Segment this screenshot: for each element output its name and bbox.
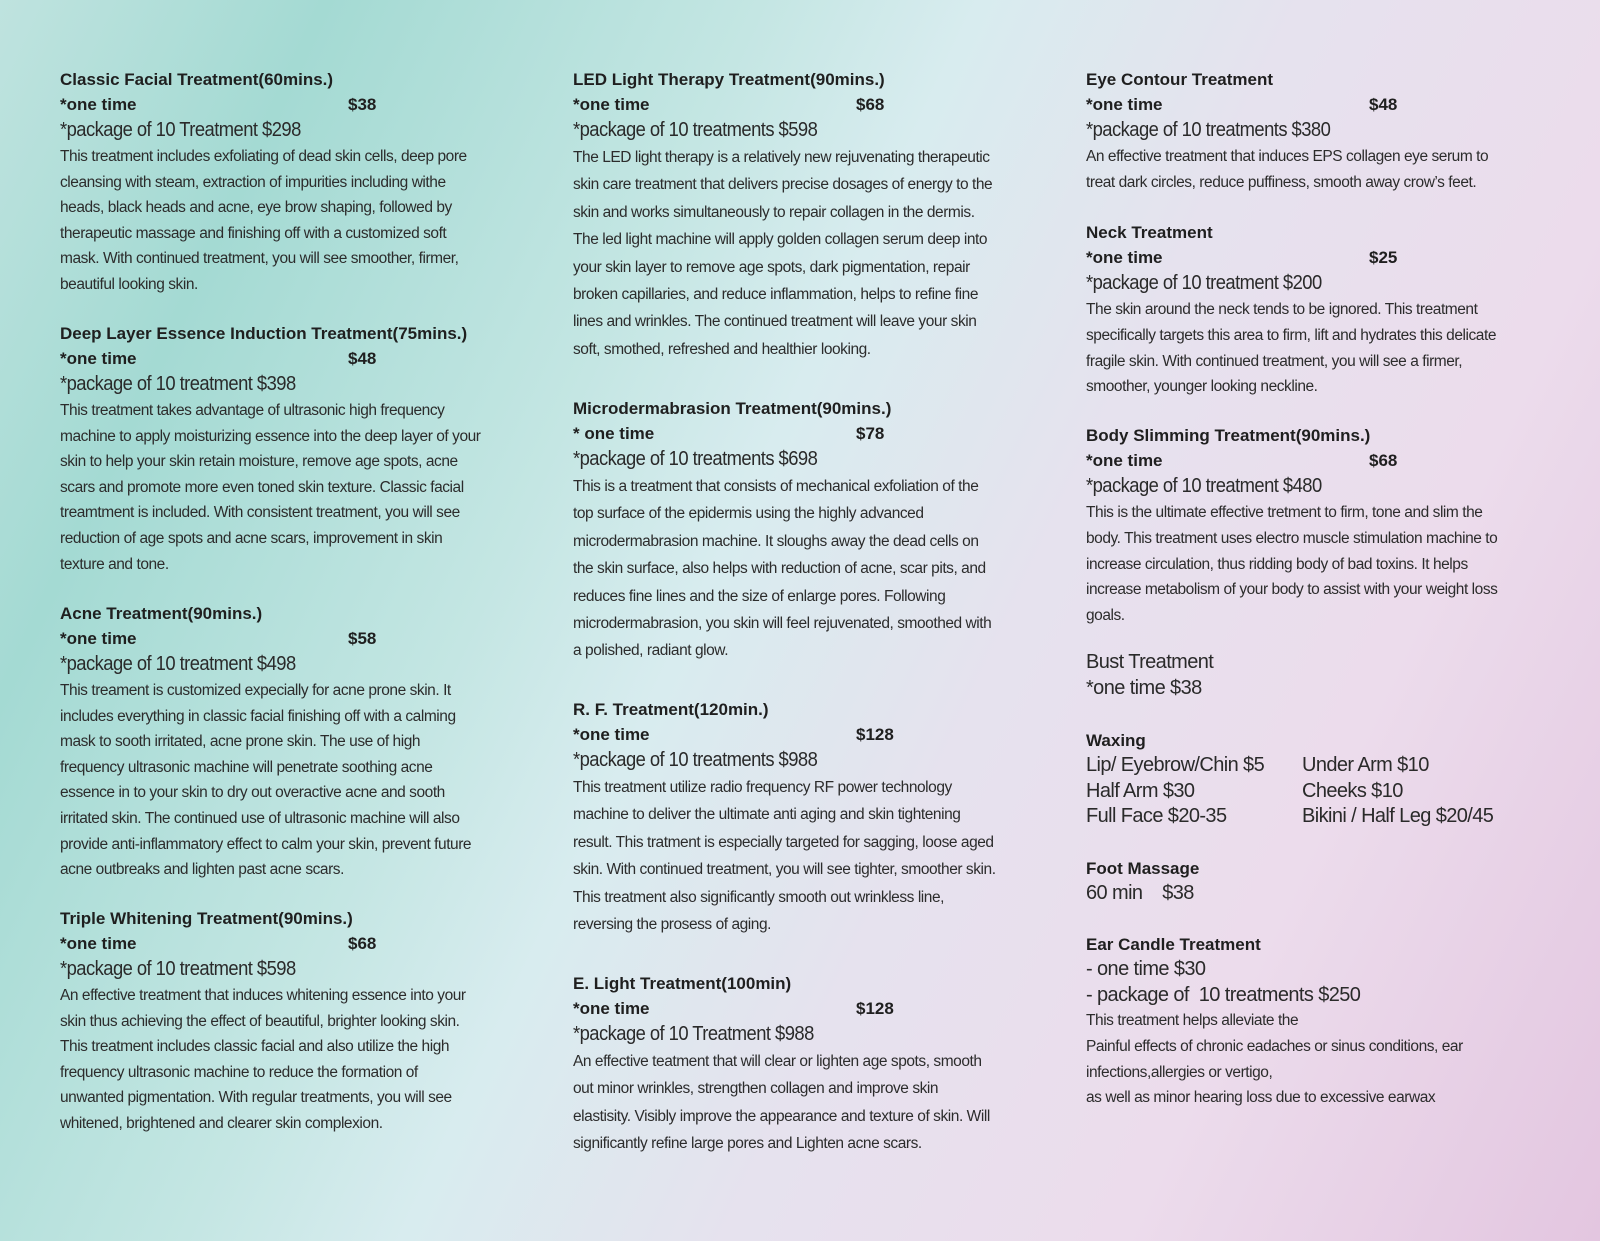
description-line: scars and promote more even toned skin texture. Classic facial — [60, 478, 464, 496]
description-line: frequency ultrasonic machine will penetrate soothing acne — [60, 758, 433, 776]
bust-price: *one time $38 — [1086, 676, 1202, 699]
description-line: This treatment helps alleviate the — [1086, 1012, 1299, 1029]
one-time-label: *one time — [573, 999, 650, 1018]
description-line: reduction of age spots and acne scars, improvement in skin — [60, 529, 443, 547]
treatment-title: E. Light Treatment(100min) — [573, 974, 792, 993]
one-time-label: *one time — [60, 934, 137, 953]
description-line: skin. With continued treatment, you will see tighter, smoother skin. — [573, 861, 996, 879]
treatment-section — [1086, 67, 1536, 196]
one-time-price: $68 — [1369, 451, 1398, 470]
package-price: *package of 10 Treatment $298 — [60, 119, 301, 141]
treatment-section — [1086, 220, 1536, 400]
one-time-row — [60, 92, 510, 117]
ear-candle-title: Ear Candle Treatment — [1086, 935, 1261, 954]
description-line: broken capillaries, and reduce inflammation, helps to refine fine — [573, 286, 978, 304]
description-line: mask. With continued treatment, you will see smoother, firmer, — [60, 250, 459, 268]
package-price: *package of 10 treatment $598 — [60, 958, 296, 980]
description-line: soft, smothed, refreshed and healthier looking. — [573, 340, 871, 358]
treatment-title: Eye Contour Treatment — [1086, 70, 1274, 89]
treatment-section — [573, 67, 1023, 363]
package-price: *package of 10 treatment $398 — [60, 373, 296, 395]
ear-candle-description — [1086, 1008, 1536, 1111]
description-line: result. This tratment is especially targeted for sagging, loose aged — [573, 833, 994, 851]
package-price: *package of 10 treatments $988 — [573, 749, 818, 771]
description-line: smoother, younger looking neckline. — [1086, 378, 1318, 396]
description-line: skin thus achieving the effect of beautiful, brighter looking skin. — [60, 1012, 460, 1030]
package-price: *package of 10 treatments $380 — [1086, 119, 1331, 141]
treatment-title: LED Light Therapy Treatment(90mins.) — [573, 70, 885, 89]
description-line: skin care treatment that delivers precise dosages of energy to the — [573, 176, 993, 194]
treatment-title: Body Slimming Treatment(90mins.) — [1086, 426, 1371, 445]
description-line: An effective teatment that will clear or lighten age spots, smooth — [573, 1053, 982, 1070]
description-line: skin and works simultaneously to repair collagen in the dermis. — [573, 203, 975, 221]
description-line: heads, black heads and acne, eye brow shaping, followed by — [60, 199, 452, 217]
treatment-section — [60, 601, 510, 883]
description-line: unwanted pigmentation. With regular treatments, you will see — [60, 1089, 452, 1107]
one-time-row — [573, 722, 1023, 747]
description-line: machine to apply moisturizing essence into the deep layer of your — [60, 427, 481, 445]
description-line: skin to help your skin retain moisture, remove age spots, acne — [60, 453, 458, 471]
description-line: mask to sooth irritated, acne prone skin. The use of high — [60, 733, 421, 751]
treatment-title: Deep Layer Essence Induction Treatment(75mins.) — [60, 324, 468, 343]
one-time-price: $58 — [348, 629, 377, 648]
description-line: This is the ultimate effective tretment to firm, tone and slim the — [1086, 504, 1483, 521]
description-line: body. This treatment uses electro muscle stimulation machine to — [1086, 529, 1498, 547]
description-line: as well as minor hearing loss due to excessive earwax — [1086, 1089, 1436, 1107]
one-time-price: $48 — [1369, 95, 1398, 114]
one-time-price: $25 — [1369, 248, 1398, 267]
treatment-description — [1086, 297, 1536, 400]
one-time-label: * one time — [573, 424, 655, 443]
waxing-item: Full Face $20-35 — [1086, 805, 1227, 827]
treatment-title: Microdermabrasion Treatment(90mins.) — [573, 399, 892, 418]
package-price: *package of 10 treatment $480 — [1086, 475, 1322, 497]
ear-candle-package: - package of 10 treatments $250 — [1086, 983, 1361, 1006]
treatment-description — [573, 774, 1023, 938]
waxing-item: Half Arm $30 — [1086, 779, 1195, 802]
foot-massage-price: 60 min $38 — [1086, 882, 1194, 904]
description-line: The skin around the neck tends to be ignored. This treatment — [1086, 301, 1478, 318]
description-line: This treatment includes classic facial and also utilize the high — [60, 1038, 450, 1056]
treatment-description — [1086, 500, 1536, 629]
description-line: An effective treatment that induces EPS collagen eye serum to — [1086, 148, 1489, 165]
description-line: acne outbreaks and lighten past acne scars. — [60, 861, 344, 879]
one-time-price: $48 — [348, 349, 377, 368]
one-time-label: *one time — [60, 629, 137, 648]
description-line: out minor wrinkles, strengthen collagen and improve skin — [573, 1080, 939, 1098]
waxing-title: Waxing — [1086, 731, 1146, 750]
description-line: the skin surface, also helps with reduction of acne, scar pits, and — [573, 560, 986, 578]
bust-section — [1086, 650, 1536, 701]
description-line: The led light machine will apply golden collagen serum deep into — [573, 231, 988, 249]
foot-massage-section — [1086, 856, 1536, 907]
ear-candle-one-time: - one time $30 — [1086, 958, 1206, 980]
description-line: treat dark circles, reduce puffiness, smooth away crow’s feet. — [1086, 173, 1477, 191]
treatment-description — [573, 144, 1023, 363]
package-price: *package of 10 treatments $598 — [573, 119, 818, 141]
treatment-title: R. F. Treatment(120min.) — [573, 700, 769, 719]
treatment-section — [573, 971, 1023, 1158]
description-line: cleansing with steam, extraction of impurities including withe — [60, 173, 446, 191]
one-time-label: *one time — [1086, 95, 1163, 114]
description-line: This treatment also significantly smooth out wrinkless line, — [573, 888, 944, 906]
description-line: beautiful looking skin. — [60, 275, 198, 293]
description-line: infections,allergies or vertigo, — [1086, 1063, 1273, 1081]
description-line: texture and tone. — [60, 555, 169, 573]
ear-candle-section — [1086, 932, 1536, 1111]
description-line: fragile skin. With continued treatment, you will see a firmer, — [1086, 352, 1463, 370]
treatment-description — [573, 1048, 1023, 1158]
one-time-price: $68 — [348, 934, 377, 953]
treatment-section — [1086, 423, 1536, 629]
one-time-row — [573, 996, 1023, 1021]
package-price: *package of 10 treatment $200 — [1086, 272, 1322, 294]
one-time-label: *one time — [60, 349, 137, 368]
waxing-item: Cheeks $10 — [1302, 779, 1403, 802]
package-price: *package of 10 treatments $698 — [573, 448, 818, 470]
waxing-price-list — [1086, 753, 1536, 830]
treatment-title: Triple Whitening Treatment(90mins.) — [60, 909, 353, 928]
one-time-row — [60, 626, 510, 651]
description-line: treamtment is included. With consistent treatment, you will see — [60, 504, 460, 522]
treatment-description — [60, 983, 510, 1137]
description-line: machine to deliver the ultimate anti aging and skin tightening — [573, 806, 961, 824]
one-time-label: *one time — [573, 95, 650, 114]
description-line: increase metabolism of your body to assist with your weight loss — [1086, 581, 1498, 599]
waxing-item: Lip/ Eyebrow/Chin $5 — [1086, 754, 1265, 776]
one-time-price: $68 — [856, 95, 885, 114]
treatment-title: Neck Treatment — [1086, 223, 1213, 242]
description-line: therapeutic massage and finishing off with a customized soft — [60, 224, 447, 242]
one-time-label: *one time — [60, 95, 137, 114]
description-line: Painful effects of chronic eadaches or sinus conditions, ear — [1086, 1037, 1463, 1055]
description-line: reduces fine lines and the size of enlarge pores. Following — [573, 587, 946, 605]
description-line: elastisity. Visibly improve the appearance and texture of skin. Will — [573, 1107, 990, 1125]
description-line: This treament is customized expecially for acne prone skin. It — [60, 682, 451, 699]
description-line: microdermabrasion, you skin will feel rejuvenated, smoothed with — [573, 615, 992, 633]
description-line: increase circulation, thus ridding body of bad toxins. It helps — [1086, 555, 1468, 573]
treatment-description — [1086, 144, 1536, 196]
description-line: reversing the prosess of aging. — [573, 916, 772, 934]
description-line: An effective treatment that induces whitening essence into your — [60, 987, 466, 1004]
description-line: specifically targets this area to firm, lift and hydrates this delicate — [1086, 326, 1496, 344]
description-line: your skin layer to remove age spots, dark pigmentation, repair — [573, 258, 970, 276]
one-time-price: $78 — [856, 424, 885, 443]
one-time-row — [1086, 448, 1536, 473]
treatment-section — [60, 67, 510, 298]
waxing-item: Under Arm $10 — [1302, 754, 1429, 776]
description-line: microdermabrasion machine. It sloughs away the dead cells on — [573, 532, 979, 550]
description-line: goals. — [1086, 607, 1125, 625]
treatment-description — [60, 144, 510, 298]
description-line: a polished, radiant glow. — [573, 642, 729, 660]
treatment-title: Classic Facial Treatment(60mins.) — [60, 70, 334, 89]
treatment-description — [573, 473, 1023, 665]
one-time-row — [1086, 245, 1536, 270]
one-time-label: *one time — [573, 725, 650, 744]
waxing-section — [1086, 728, 1536, 830]
treatment-description — [60, 398, 510, 577]
description-line: This treatment includes exfoliating of dead skin cells, deep pore — [60, 148, 467, 165]
description-line: whitened, brightened and clearer skin complexion. — [60, 1114, 383, 1132]
description-line: significantly refine large pores and Lighten acne scars. — [573, 1135, 922, 1153]
one-time-price: $38 — [348, 95, 377, 114]
treatment-section — [573, 697, 1023, 938]
description-line: This treatment takes advantage of ultrasonic high frequency — [60, 402, 445, 419]
one-time-row — [60, 931, 510, 956]
description-line: The LED light therapy is a relatively new rejuvenating therapeutic — [573, 149, 990, 166]
description-line: lines and wrinkles. The continued treatment will leave your skin — [573, 313, 977, 331]
description-line: This is a treatment that consists of mechanical exfoliation of the — [573, 478, 979, 495]
one-time-row — [573, 92, 1023, 117]
treatment-description — [60, 678, 510, 883]
one-time-price: $128 — [856, 999, 894, 1018]
one-time-row — [573, 421, 1023, 446]
description-line: provide anti-inflammatory effect to calm your skin, prevent future — [60, 835, 472, 853]
waxing-item: Bikini / Half Leg $20/45 — [1302, 805, 1494, 827]
description-line: frequency ultrasonic machine to reduce the formation of — [60, 1063, 418, 1081]
one-time-price: $128 — [856, 725, 894, 744]
description-line: This treatment utilize radio frequency RF power technology — [573, 779, 952, 796]
description-line: includes everything in classic facial finishing off with a calming — [60, 707, 456, 725]
description-line: irritated skin. The continued use of ultrasonic machine will also — [60, 809, 460, 827]
treatment-title: Acne Treatment(90mins.) — [60, 604, 263, 623]
treatment-section — [60, 321, 510, 577]
one-time-label: *one time — [1086, 248, 1163, 267]
foot-massage-title: Foot Massage — [1086, 859, 1200, 878]
one-time-row — [1086, 92, 1536, 117]
package-price: *package of 10 Treatment $988 — [573, 1023, 814, 1045]
description-line: top surface of the epidermis using the highly advanced — [573, 505, 924, 523]
one-time-row — [60, 346, 510, 371]
package-price: *package of 10 treatment $498 — [60, 653, 296, 675]
treatment-section — [60, 906, 510, 1137]
description-line: essence in to your skin to dry out overactive acne and sooth — [60, 784, 445, 802]
one-time-label: *one time — [1086, 451, 1163, 470]
bust-title: Bust Treatment — [1086, 651, 1214, 673]
treatment-section — [573, 396, 1023, 665]
